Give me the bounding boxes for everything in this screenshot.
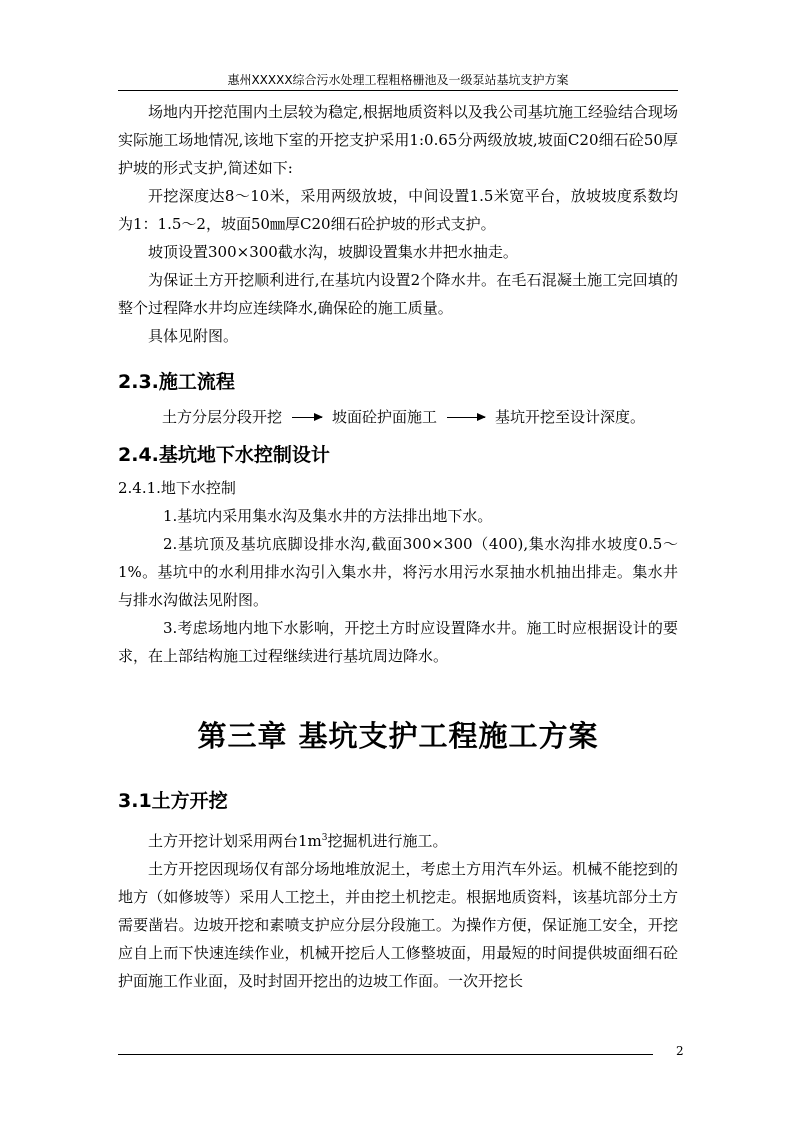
intro-paragraph-5: 具体见附图。 xyxy=(148,327,239,345)
intro-paragraph-4: 为保证土方开挖顺利进行,在基坑内设置2个降水井。在毛石混凝土施工完回填的整个过程降水井均应连续降水,确保砼的施工质量。 xyxy=(118,271,678,317)
excavation-text-start: 土方开挖计划采用两台1m xyxy=(148,832,322,850)
intro-paragraph-3: 坡顶设置300×300截水沟，坡脚设置集水井把水抽走。 xyxy=(148,243,518,261)
excavation-text-end: 挖掘机进行施工。 xyxy=(327,832,448,850)
section-3-1 xyxy=(118,782,678,995)
chapter-3-title-block xyxy=(118,716,678,756)
flow-step-2: 坡面砼护面施工 xyxy=(332,408,438,426)
intro-paragraph-1: 场地内开挖范围内土层较为稳定,根据地质资料以及我公司基坑施工经验结合现场实际施工场地情况,该地下室的开挖支护采用1:0.65分两级放坡,坡面C20细石砼50厚护坡的形式支护,简述如下: xyxy=(118,103,678,177)
groundwater-item-3: 3.考虑场地内地下水影响，开挖土方时应设置降水井。施工时应根据设计的要求，在上部结构施工过程继续进行基坑周边降水。 xyxy=(118,619,678,665)
page-number: 2 xyxy=(676,1044,684,1058)
section-heading-2-4: 2.4.基坑地下水控制设计 xyxy=(118,444,330,466)
flow-arrow-icon xyxy=(292,417,322,418)
footer-rule xyxy=(118,1054,653,1055)
excavation-paragraph-2: 土方开挖因现场仅有部分场地堆放泥土，考虑土方用汽车外运。机械不能挖到的地方（如修坡等）采用人工挖土，并由挖土机挖走。根据地质资料，该基坑部分土方需要凿岩。边坡开挖和素喷支护应分层分段施工。为操作方便，保证施工安全，开挖应自上而下快速连续作业，机械开挖后人工修整坡面，用最短的时间提供坡面细石砼护面施工作业面，及时封固开挖出的边坡工作面。一次开挖长 xyxy=(118,860,678,990)
header-rule xyxy=(118,90,678,91)
section-2-4 xyxy=(118,436,678,670)
page-header: 惠州XXXXX综合污水处理工程粗格栅池及一级泵站基坑支护方案 xyxy=(227,73,569,87)
flow-step-3: 基坑开挖至设计深度。 xyxy=(495,408,646,426)
intro-block xyxy=(118,98,678,350)
section-heading-2-3: 2.3.施工流程 xyxy=(118,371,235,393)
intro-paragraph-2: 开挖深度达8～10米，采用两级放坡，中间设置1.5米宽平台，放坡坡度系数均为1：1.5～2，坡面50㎜厚C20细石砼护坡的形式支护。 xyxy=(118,187,678,233)
excavation-paragraph-1 xyxy=(118,824,678,855)
groundwater-item-2: 2.基坑顶及基坑底脚设排水沟,截面300×300（400),集水沟排水坡度0.5～1%。基坑中的水利用排水沟引入集水井，将污水用污水泵抽水机抽出排走。集水井与排水沟做法见附图。 xyxy=(118,535,678,609)
section-2-3 xyxy=(118,363,678,431)
subsection-heading-2-4-1: 2.4.1.地下水控制 xyxy=(118,479,236,497)
chapter-title: 第三章 基坑支护工程施工方案 xyxy=(197,719,599,753)
section-heading-3-1: 3.1土方开挖 xyxy=(118,790,228,812)
flow-step-1: 土方分层分段开挖 xyxy=(162,408,283,426)
cubic-superscript: 3 xyxy=(321,833,328,843)
process-flow xyxy=(118,403,678,431)
flow-arrow-icon xyxy=(447,417,485,418)
groundwater-item-1: 1.基坑内采用集水沟及集水井的方法排出地下水。 xyxy=(163,507,493,525)
